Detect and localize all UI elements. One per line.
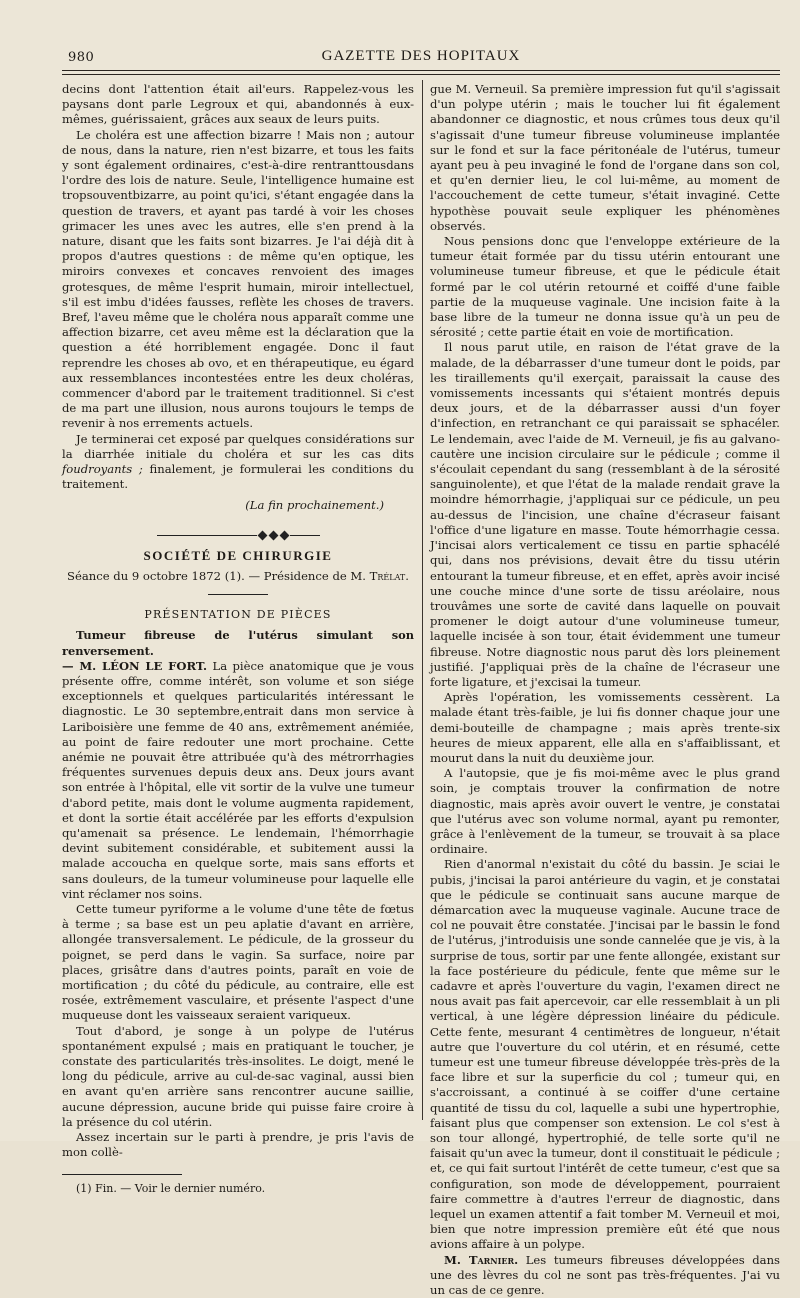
paragraph: A l'autopsie, que je fis moi-même avec le plus grand soin, je comptais trouver la confirmation de notre diagnostic, mais après avoir ouvert le ventre, je constatai que l'utérus avec son volume normal, ayant pu remonter, grâce à l'enlèvement de la tumeur, se trouvait à sa place ordinaire. (430, 766, 780, 857)
paragraph: Après l'opération, les vomissements cessèrent. La malade étant très-faible, je lui fis donner chaque jour une demi-bouteille de champagne ; mais après trente-six heures de mieux apparent, elle alla en s'affaiblissant, et mourut dans la nuit du deuxième jour. (430, 690, 780, 765)
section-title: SOCIÉTÉ DE CHIRURGIE (143, 547, 333, 563)
paragraph: Assez incertain sur le parti à prendre, je pris l'avis de mon collè- (62, 1130, 414, 1160)
paragraph: Nous pensions donc que l'enveloppe extérieure de la tumeur était formée par du tissu utérin entourant une volumineuse tumeur fibreuse, et que le pédicule était formé par le col utérin retourné et coiffé d'une faible partie de la muqueuse vaginale. Une incision faite à la base libre de la tumeur ne donna issue qu'à un peu de sérosité ; cette partie était en voie de mortification. (430, 234, 780, 340)
paragraph: decins dont l'attention était ail'eurs. Rappelez-vous les paysans dont parle Legroux et qui, abandonnés à eux-mêmes, guérissaient, grâces aux seaux de leurs puits. (62, 82, 414, 127)
left-column (62, 82, 414, 1197)
column-divider (422, 80, 423, 1120)
page-header (62, 44, 780, 68)
paragraph: — M. LÉON LE FORT. La pièce anatomique que je vous présente offre, comme intérêt, son volume et son siége exceptionnels et quelques particularités intéressant le diagnostic. Le 30 septembre,entrait dans mon service à Lariboisière une femme de 40 ans, extrêmement anémiée, au point de faire redouter une mort prochaine. Cette anémie ne pouvait être attribuée qu'à des métrorrhagies fréquentes survenues depuis deux ans. Deux jours avant son entrée à l'hôpital, elle vit sortir de la vulve une tumeur d'abord petite, mais dont le volume augmenta rapidement, et dont la sortie était accélérée par les efforts d'expulsion qu'amenait sa présence. Le lendemain, l'hémorrhagie devint subitement considérable, et subitement aussi la malade accoucha en quelque sorte, mais sans efforts et sans douleurs, de la tumeur volumineuse pour laquelle elle vint réclamer nos soins. (62, 658, 414, 901)
paragraph: Rien d'anormal n'existait du côté du bassin. Je sciai le pubis, j'incisai la paroi antérieure du vagin, et je constatai que le pédicule se continuait sans aucune marque de démarcation avec la muqueuse vaginale. Aucune trace de col ne pouvait être constatée. J'incisai par le bassin le fond de l'utérus, j'introduisis une sonde cannelée que je vis, à la surprise de tous, sortir par une fente allongée, existant sur la face postérieure du pédicule, fente que même sur le cadavre et après l'ouverture du vagin, l'examen direct ne nous avait pas fait apercevoir, car elle ressemblait à un pli vertical, à une légère dépression linéaire du pédicule. Cette fente, mesurant 4 centimètres de longueur, n'était autre que l'ouverture du col utérin, et en résumé, cette tumeur est une tumeur fibreuse développée très-près de la face libre et sur la superficie du col ; tumeur qui, en s'accroissant, a continué à se coiffer d'une certaine quantité de tissu du col, laquelle a subi une hypertrophie, faisant plus que compenser son extension. Le col s'est à son tour allongé, hypertrophié, de telle sorte qu'il ne faisait qu'un avec la tumeur, dont il constituait le pédicule ; et, ce qui fait surtout l'intérêt de cette tumeur, c'est que sa configuration, son mode de développement, pourraient faire commettre à d'autres l'erreur de diagnostic, dans lequel un examen attentif a fait tomber M. Verneuil et moi, bien que notre impression première eût été que nous avions affaire à un polype. (430, 857, 780, 1252)
short-rule (208, 594, 268, 595)
header-rule (62, 70, 780, 71)
continuation-note: (La fin prochainement.) (245, 498, 384, 513)
page-number: 980 (68, 50, 95, 65)
paragraph: Je terminerai cet exposé par quelques considérations sur la diarrhée initiale du choléra et sur les cas dits foudroyants ; finalement, je formulerai les conditions du traitement. (62, 431, 415, 492)
case-title: Tumeur fibreuse de l'utérus simulant son renversement. (62, 628, 414, 658)
header-rule-thin (62, 74, 780, 75)
paragraph: M. Tarnier. Les tumeurs fibreuses développées dans une des lèvres du col ne sont pas très-fréquentes. J'ai vu un cas de ce genre. (430, 1252, 780, 1298)
paragraph: Il nous parut utile, en raison de l'état grave de la malade, de la débarrasser d'une tumeur dont le poids, par les tiraillements qu'il exerçait, paraissait la cause des vomissements incessants qui s'étaient montrés depuis deux jours, et de la débarrasser aussi d'un foyer d'infection, en retranchant ce qui paraissait se sphacéler. Le lendemain, avec l'aide de M. Verneuil, je fis au galvano-cautère une incision circulaire sur le pédicule ; comme il s'écoulait cependant du sang (ressemblant à de la sérosité sanguinolente), et que l'état de la malade rendait grave la moindre hémorrhagie, j'appliquai sur ce pédicule, un peu au-dessus de l'incision, une chaîne d'écraseur faisant l'office d'une ligature en masse. Toute hémorrhagie cessa. J'incisai alors verticalement ce tissu en partie sphacélé qui, dans nos prévisions, devait être du tissu utérin entourant la tumeur fibreuse, et en effet, après avoir incisé une couche mince d'une sorte de tissu aréolaire, nous trouvâmes une sorte de cavité dans laquelle on pouvait promener le doigt autour d'une volumineuse tumeur, laquelle incisée à son tour, était évidemment une tumeur fibreuse. Notre diagnostic nous parut dès lors pleinement justifié. J'appliquai près de la chaîne de l'écraseur une forte ligature, et j'excisai la tumeur. (430, 340, 780, 689)
paragraph: gue M. Verneuil. Sa première impression fut qu'il s'agissait d'un polype utérin ; mais le toucher lui fit également abandonner ce diagnostic, et nous crûmes tous deux qu'il s'agissait d'une tumeur fibreuse volumineuse implantée sur le fond et sur la face péritonéale de l'utérus, tumeur ayant peu à peu invaginé le fond de l'organe dans son col, et qu'en dernier lieu, le col lui-même, au moment de l'accouchement de cette tumeur, s'était invaginé. Cette hypothèse pouvait seule expliquer les phénomènes observés. (430, 82, 780, 233)
right-column (430, 82, 780, 1298)
paragraph: Tout d'abord, je songe à un polype de l'utérus spontanément expulsé ; mais en pratiquant le toucher, je constate des particularités très-insolites. Le doigt, mené le long du pédicule, arrive au cul-de-sac vaginal, aussi bien en avant qu'en arrière sans rencontrer aucune saillie, aucune dépression, aucune bride qui puisse faire croire à la présence du col utérin. (62, 1023, 414, 1129)
footnote-rule (62, 1174, 182, 1175)
paragraph: Le choléra est une affection bizarre ! Mais non ; autour de nous, dans la nature, rien n'est bizarre, et tous les faits y sont également ordinaires, c'est-à-dire rentranttousdans l'ordre des lois de nature. Seule, l'intelligence humaine est tropsouventbizarre, au point qu'ici, s'étant engagée dans la question de travers, et ayant pas tardé à voir les choses grimacer les unes avec les autres, elle s'en prend à la nature, disant que les faits sont bizarres. Je l'ai déjà dit à propos d'autres questions : de même qu'en optique, les miroirs convexes et concaves renvoient des images grotesques, de même l'esprit humain, miroir intellectuel, s'il est imbu d'idées fausses, reflète les choses de travers. Bref, l'aveu même que le choléra nous apparaît comme une affection bizarre, cet aveu même est la déclaration que la question a été horriblement engagée. Donc il faut reprendre les choses ab ovo, et en thérapeutique, eu égard aux ressemblances incontestées entre les deux choléras, commencer d'abord par le traitement traditionnel. Si c'est de ma part une illusion, nous aurons toujours le temps de revenir à nos errements actuels. (62, 127, 414, 431)
journal-title: GAZETTE DES HOPITAUX (321, 48, 521, 64)
session-line: Séance du 9 octobre 1872 (1). — Présidence de M. Trélat. (67, 568, 409, 583)
footnote: (1) Fin. — Voir le dernier numéro. (76, 1182, 266, 1196)
subsection-title: PRÉSENTATION DE PIÈCES (144, 608, 332, 622)
paragraph: Cette tumeur pyriforme a le volume d'une tête de fœtus à terme ; sa base est un peu aplatie d'avant en arrière, allongée transversalement. Le pédicule, de la grosseur du poignet, se perd dans le vagin. Sa surface, noire par places, grisâtre dans d'autres points, paraît en voie de mortification ; du côté du pédicule, au contraire, elle est rosée, extrêmement vasculaire, et présente l'aspect d'une muqueuse dont les vaisseaux seraient variqueux. (62, 901, 414, 1023)
ornament-divider (62, 528, 414, 538)
